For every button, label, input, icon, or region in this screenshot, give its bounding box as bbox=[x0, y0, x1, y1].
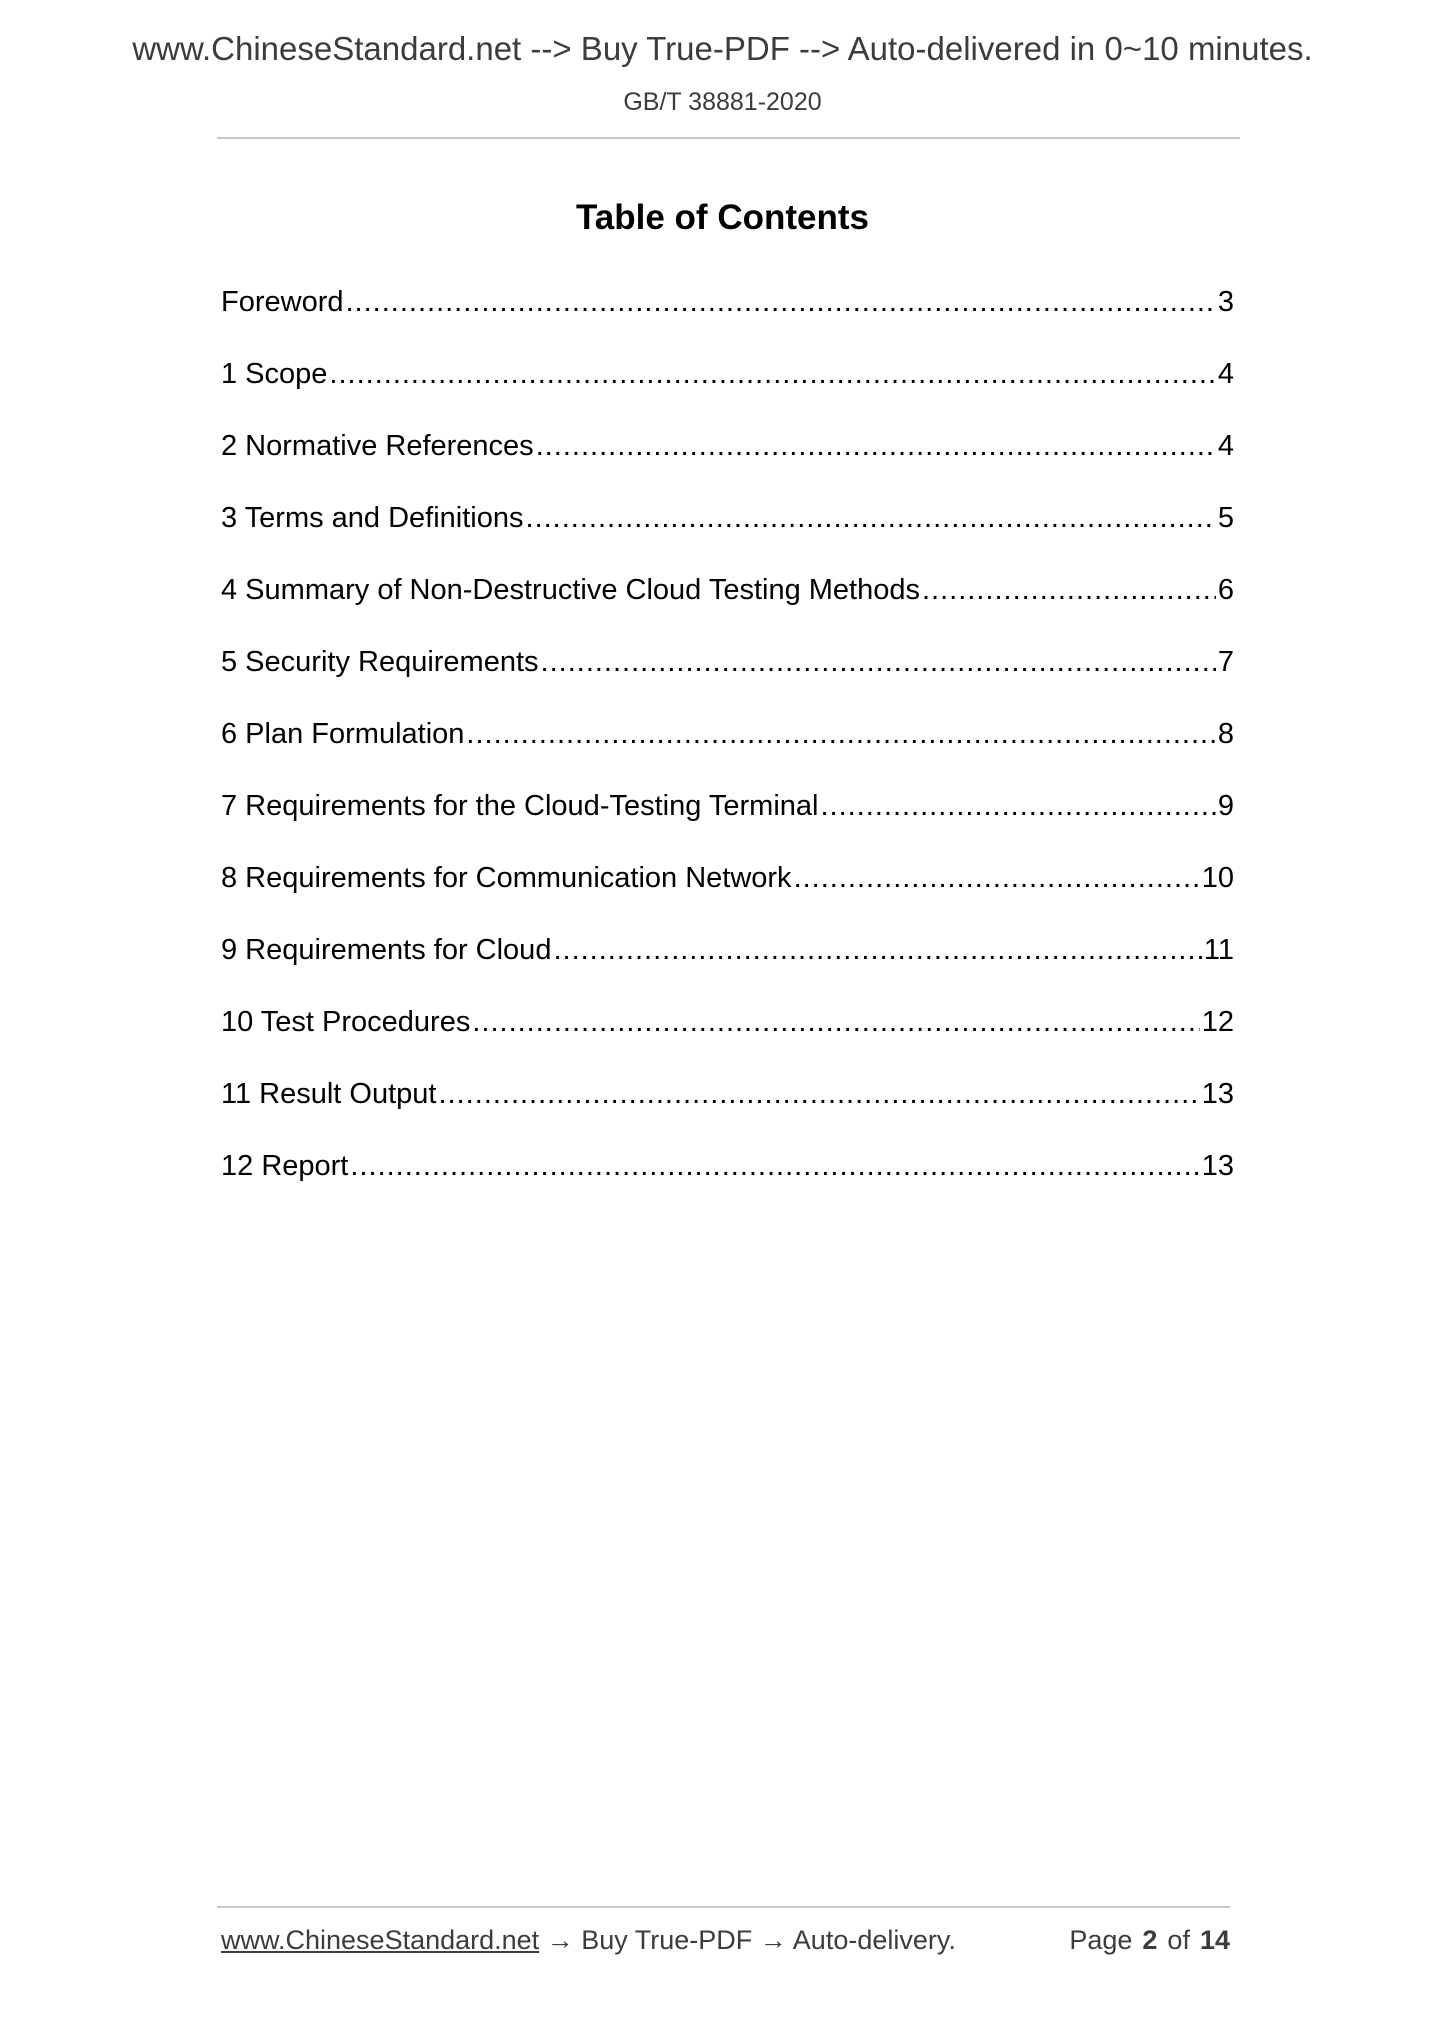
toc-entry-page: 9 bbox=[1217, 790, 1234, 822]
toc-entry-foreword[interactable] bbox=[221, 278, 1234, 350]
toc-entry-label: 12 Report bbox=[221, 1150, 349, 1182]
header-divider bbox=[217, 137, 1240, 139]
toc-list bbox=[221, 278, 1234, 1214]
toc-entry-summary-methods[interactable] bbox=[221, 566, 1234, 638]
toc-entry-terms-definitions[interactable] bbox=[221, 494, 1234, 566]
footer-promo bbox=[221, 1925, 956, 1956]
toc-entry-page: 3 bbox=[1217, 286, 1234, 318]
toc-entry-label: 7 Requirements for the Cloud-Testing Terminal bbox=[221, 790, 819, 822]
toc-entry-label: 3 Terms and Definitions bbox=[221, 502, 524, 534]
toc-entry-page: 8 bbox=[1217, 718, 1234, 750]
toc-entry-page: 4 bbox=[1217, 430, 1234, 462]
page-word: Page bbox=[1069, 1925, 1133, 1955]
toc-entry-cloud-testing-terminal[interactable] bbox=[221, 782, 1234, 854]
footer-delivery-text: Auto-delivery. bbox=[792, 1925, 956, 1955]
toc-entry-page: 4 bbox=[1217, 358, 1234, 390]
toc-entry-label: 1 Scope bbox=[221, 358, 328, 390]
toc-entry-scope[interactable] bbox=[221, 350, 1234, 422]
toc-dot-leader bbox=[329, 350, 1215, 398]
toc-entry-label: 8 Requirements for Communication Network bbox=[221, 862, 792, 894]
toc-entry-security-requirements[interactable] bbox=[221, 638, 1234, 710]
page-indicator bbox=[1069, 1925, 1230, 1956]
site-banner: www.ChineseStandard.net --> Buy True-PDF --> Auto-delivered in 0~10 minutes. bbox=[132, 30, 1313, 67]
toc-entry-label: Foreword bbox=[221, 286, 344, 318]
arrow-right-icon: → bbox=[546, 1925, 574, 1955]
footer-buy-text: Buy True-PDF bbox=[581, 1925, 753, 1955]
toc-dot-leader bbox=[536, 422, 1216, 470]
toc-dot-leader bbox=[820, 782, 1215, 830]
arrow-right-icon: → bbox=[759, 1925, 787, 1955]
of-word: of bbox=[1167, 1925, 1190, 1955]
toc-entry-label: 5 Security Requirements bbox=[221, 646, 539, 678]
total-page-count: 14 bbox=[1199, 1925, 1230, 1955]
toc-dot-leader bbox=[794, 854, 1200, 902]
toc-entry-label: 11 Result Output bbox=[221, 1078, 437, 1110]
toc-entry-page: 10 bbox=[1201, 862, 1234, 894]
toc-dot-leader bbox=[472, 998, 1199, 1046]
toc-entry-normative-references[interactable] bbox=[221, 422, 1234, 494]
toc-entry-page: 6 bbox=[1217, 574, 1234, 606]
document-code: GB/T 38881-2020 bbox=[623, 88, 822, 116]
toc-entry-page: 11 bbox=[1203, 934, 1234, 966]
toc-dot-leader bbox=[526, 494, 1216, 542]
toc-dot-leader bbox=[438, 1070, 1199, 1118]
toc-entry-page: 12 bbox=[1201, 1006, 1234, 1038]
toc-entry-plan-formulation[interactable] bbox=[221, 710, 1234, 782]
toc-entry-page: 5 bbox=[1217, 502, 1234, 534]
toc-entry-label: 4 Summary of Non-Destructive Cloud Testing Methods bbox=[221, 574, 920, 606]
current-page-number: 2 bbox=[1142, 1925, 1158, 1955]
footer-site-link[interactable]: www.ChineseStandard.net bbox=[221, 1925, 540, 1955]
toc-entry-test-procedures[interactable] bbox=[221, 998, 1234, 1070]
toc-dot-leader bbox=[541, 638, 1216, 686]
toc-dot-leader bbox=[922, 566, 1216, 614]
toc-entry-report[interactable] bbox=[221, 1142, 1234, 1214]
toc-entry-label: 9 Requirements for Cloud bbox=[221, 934, 552, 966]
toc-entry-label: 2 Normative References bbox=[221, 430, 534, 462]
toc-entry-page: 7 bbox=[1217, 646, 1234, 678]
toc-entry-requirements-cloud[interactable] bbox=[221, 926, 1234, 998]
toc-dot-leader bbox=[466, 710, 1215, 758]
toc-entry-result-output[interactable] bbox=[221, 1070, 1234, 1142]
toc-entry-label: 6 Plan Formulation bbox=[221, 718, 465, 750]
footer-divider bbox=[217, 1906, 1230, 1908]
toc-dot-leader bbox=[346, 278, 1216, 326]
toc-dot-leader bbox=[350, 1142, 1199, 1190]
toc-entry-communication-network[interactable] bbox=[221, 854, 1234, 926]
toc-entry-page: 13 bbox=[1201, 1078, 1234, 1110]
toc-title: Table of Contents bbox=[576, 198, 869, 237]
toc-dot-leader bbox=[553, 926, 1201, 974]
toc-entry-label: 10 Test Procedures bbox=[221, 1006, 471, 1038]
toc-entry-page: 13 bbox=[1201, 1150, 1234, 1182]
